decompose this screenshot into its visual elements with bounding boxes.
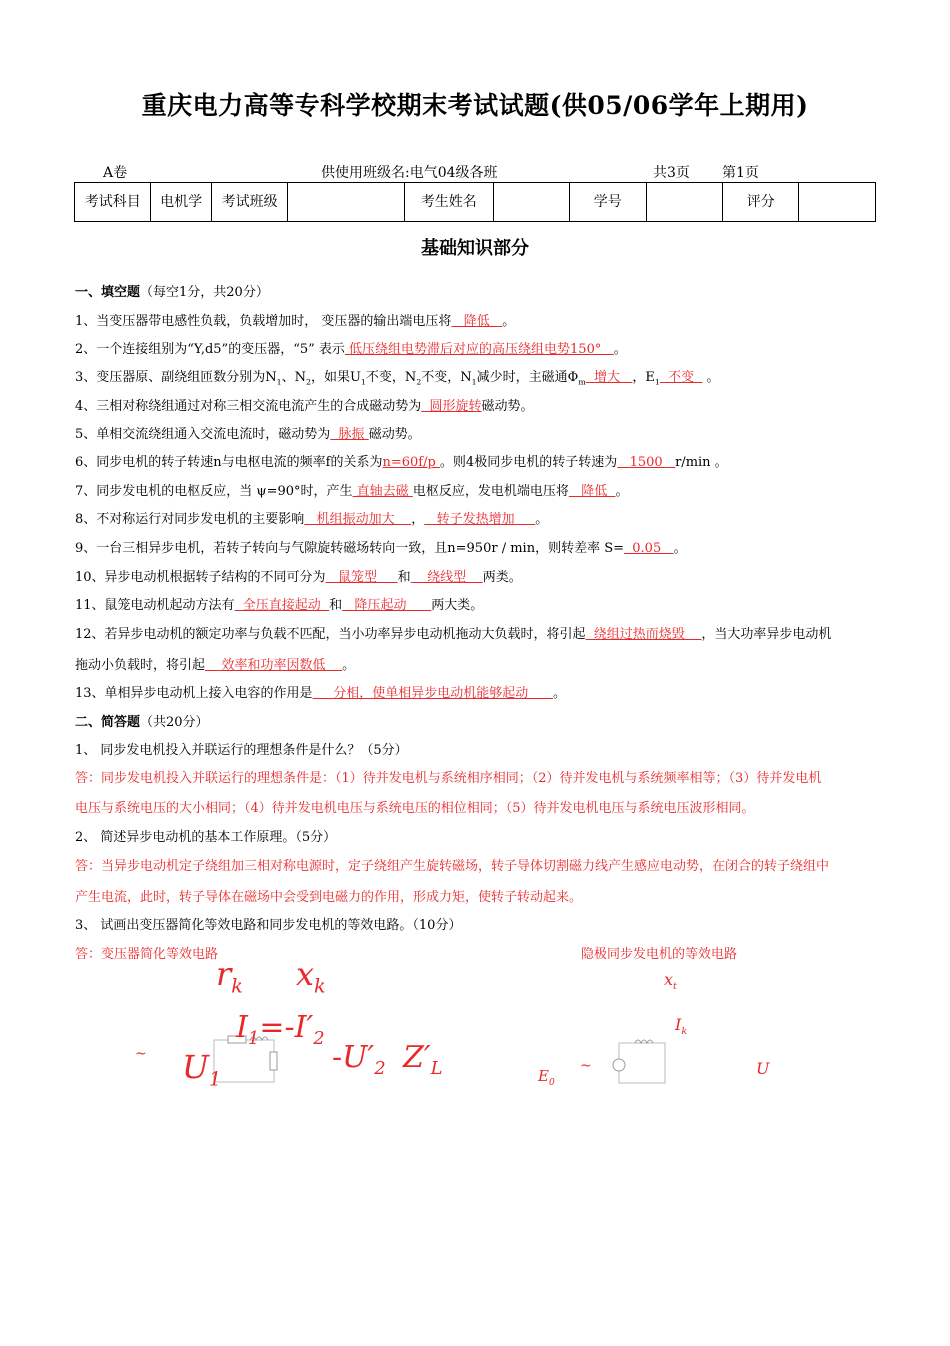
- u1-symbol: [182, 1048, 221, 1090]
- short-question-3: 3、 试画出变压器简化等效电路和同步发电机的等效电路。（10分）: [75, 918, 462, 933]
- q3-sub-1: 1: [276, 377, 282, 387]
- name-field[interactable]: [493, 183, 569, 222]
- q7-end: 。: [615, 484, 629, 499]
- part2-heading-line: [75, 711, 209, 730]
- q7-answer-2: 降低: [568, 484, 616, 499]
- e0-symbol: [538, 1067, 555, 1088]
- q4-end: 磁动势。: [481, 399, 534, 414]
- ac-source-tilde-left: ~: [135, 1046, 147, 1062]
- q3-answer-2: 不变: [659, 370, 703, 385]
- part2-note: （共20分）: [140, 715, 209, 730]
- xk-subscript: k: [314, 974, 326, 998]
- score-label: 评分: [722, 183, 798, 222]
- q3-sub-7: 1: [654, 377, 660, 387]
- q11-text: 11、鼠笼电动机起动方法有: [75, 598, 235, 613]
- generator-circuit-diagram: [605, 1035, 675, 1090]
- xk-letter: x: [296, 955, 315, 993]
- q1-end: 。: [502, 314, 516, 329]
- q8-text: 8、不对称运行对同步发电机的主要影响: [75, 512, 305, 527]
- class-label: 考试班级: [211, 183, 287, 222]
- subject-value: 电机学: [151, 183, 211, 222]
- xt-letter: x: [664, 970, 674, 989]
- u1-subscript: 1: [208, 1067, 222, 1091]
- xt-symbol: [664, 970, 677, 992]
- q4-answer: 圆形旋转: [421, 399, 482, 414]
- ik-subscript: k: [681, 1026, 688, 1038]
- i1-subscript: 1: [247, 1028, 260, 1049]
- part2-heading: 二、简答题: [75, 715, 141, 730]
- q13-text: 13、单相异步电动机上接入电容的作用是: [75, 686, 313, 701]
- current-relation-symbol: [236, 1010, 325, 1049]
- q5-end: 磁动势。: [368, 427, 421, 442]
- q5-answer: 脉振: [330, 427, 369, 442]
- total-pages: 共3页: [653, 165, 690, 181]
- q12-text-c: 拖动小负载时，将引起: [75, 658, 206, 673]
- question-1: [75, 310, 515, 329]
- q12-text: 12、若异步电动机的额定功率与负载不匹配，当小功率异步电动机拖动大负载时，将引起: [75, 627, 586, 642]
- u-terminal-symbol: U: [756, 1059, 770, 1078]
- q12-answer-2: 效率和功率因数低: [205, 658, 343, 673]
- q11-and: 和: [329, 598, 343, 613]
- q6-answer-1: n=60f/p: [382, 455, 440, 470]
- exam-info-table: [74, 182, 876, 222]
- question-12-cont: [75, 654, 355, 673]
- name-label: 考生姓名: [405, 183, 494, 222]
- question-4: [75, 395, 534, 414]
- section-title: 基础知识部分: [421, 238, 529, 259]
- q7-answer-1: 直轴去磁: [352, 484, 413, 499]
- short-answer-1-line-1: 答：同步发电机投入并联运行的理想条件是：（1）待并发电机与系统相序相同；（2）待并发电机与系统频率相等；（3）待并发电机: [75, 771, 822, 786]
- generator-loop: [619, 1043, 665, 1083]
- rk-letter: r: [216, 955, 232, 993]
- q3-text-c: ，如果U: [310, 370, 361, 385]
- q9-text: 9、一台三相异步电机，若转子转向与气隙旋转磁场转向一致，且n=950r / min，则转差率 S=: [75, 541, 624, 556]
- ik-symbol: [675, 1015, 687, 1037]
- q6-text: 6、同步电机的转子转速n与电枢电流的频率f的关系为: [75, 455, 383, 470]
- e0-subscript: 0: [548, 1078, 555, 1088]
- q8-end: 。: [535, 512, 549, 527]
- short-question-1: 1、 同步发电机投入并联运行的理想条件是什么？（5分）: [75, 743, 408, 758]
- score-field[interactable]: [799, 183, 876, 222]
- i1-letter: I: [236, 1010, 248, 1045]
- class-field[interactable]: [288, 183, 405, 222]
- ik-letter: I: [675, 1015, 682, 1034]
- u2-symbol: [332, 1040, 386, 1079]
- short-answer-3-right-caption: 隐极同步发电机的等效电路: [581, 947, 738, 962]
- q12-text-b: ，当大功率异步电动机: [701, 627, 832, 642]
- part1-note: （每空1分，共20分）: [140, 285, 269, 300]
- rk-symbol: [216, 955, 243, 997]
- q10-text: 10、异步电动机根据转子结构的不同可分为: [75, 570, 326, 585]
- q3-sub-2: 2: [306, 377, 311, 387]
- q11-answer-1: 全压直接起动: [234, 598, 330, 613]
- q9-end: 。: [673, 541, 687, 556]
- u2-letter: -U′: [332, 1040, 375, 1075]
- question-6: [75, 451, 728, 470]
- q3-sub-6: m: [578, 377, 586, 387]
- q6-answer-2: 1500: [617, 455, 676, 470]
- xt-subscript: t: [673, 981, 677, 993]
- question-13: [75, 682, 566, 701]
- q3-text-b: 、N: [281, 370, 307, 385]
- q4-text: 4、三相对称绕组通过对称三相交流电流产生的合成磁动势为: [75, 399, 422, 414]
- ac-source-tilde-right: ~: [580, 1058, 592, 1074]
- paper-label: A卷: [103, 165, 128, 181]
- q7-text: 7、同步发电机的电枢反应，当 ψ=90°时，产生: [75, 484, 353, 499]
- q11-end: 两大类。: [431, 598, 484, 613]
- exam-title: 重庆电力高等专科学校期末考试试题(供05/06学年上期用): [141, 91, 809, 120]
- question-9: [75, 537, 687, 556]
- short-answer-3-left-caption: 答：变压器简化等效电路: [75, 947, 219, 962]
- u1-letter: U: [182, 1048, 209, 1086]
- zl-subscript: L: [430, 1058, 443, 1079]
- q2-text: 2、一个连接组别为“Y,d5”的变压器，“5” 表示: [75, 342, 345, 357]
- q3-end: 。: [702, 370, 720, 385]
- q3-text-a: 3、变压器原、副绕组匝数分别为N: [75, 370, 277, 385]
- i2-letter: I′: [294, 1010, 314, 1045]
- q12-answer-1: 绕组过热而烧毁: [585, 627, 702, 642]
- q12-end: 。: [342, 658, 356, 673]
- q3-text-d: 不变，N: [365, 370, 417, 385]
- q8-answer-1: 机组振动加大: [304, 512, 412, 527]
- q13-end: 。: [553, 686, 567, 701]
- student-id-field[interactable]: [646, 183, 722, 222]
- q3-text-e: 不变，N: [421, 370, 472, 385]
- q2-answer: 低压绕组电势滞后对应的高压绕组电势150°: [344, 342, 614, 357]
- q6-end: r/min 。: [675, 455, 728, 470]
- q10-answer-1: 鼠笼型: [325, 570, 398, 585]
- q3-text-f: 减少时，主磁通Φ: [476, 370, 579, 385]
- classes-label: 供使用班级名:电气04级各班: [321, 165, 498, 181]
- short-question-2: 2、 简述异步电动机的基本工作原理。（5分）: [75, 830, 337, 845]
- q5-text: 5、单相交流绕组通入交流电流时，磁动势为: [75, 427, 331, 442]
- xk-symbol: [296, 955, 326, 997]
- q11-answer-2: 降压起动: [342, 598, 432, 613]
- q3-sub-5: 1: [471, 377, 477, 387]
- e0-letter: E: [538, 1067, 549, 1085]
- question-10: [75, 566, 522, 585]
- short-answer-1-line-2: 电压与系统电压的大小相同；（4）待并发电机电压与系统电压的相位相同；（5）待并发电机电压与系统电压波形相同。: [75, 801, 755, 816]
- question-7: [75, 480, 629, 499]
- q13-answer: 分相，使单相异步电动机能够起动: [312, 686, 554, 701]
- subject-label: 考试科目: [75, 183, 151, 222]
- question-12: [75, 623, 831, 642]
- i2-subscript: 2: [313, 1028, 325, 1049]
- q1-text: 1、当变压器带电感性负载，负载增加时， 变压器的输出端电压将: [75, 314, 452, 329]
- part1-heading: 一、填空题: [75, 285, 141, 300]
- rk-subscript: k: [231, 974, 243, 998]
- question-8: [75, 508, 548, 527]
- q1-answer: 降低: [451, 314, 503, 329]
- q2-end: 。: [613, 342, 627, 357]
- q8-answer-2: 转子发热增加: [424, 512, 536, 527]
- q7-text-b: 电枢反应，发电机端电压将: [412, 484, 569, 499]
- question-11: [75, 594, 483, 613]
- ac-source-circle: [613, 1059, 625, 1071]
- question-5: [75, 423, 421, 442]
- zl-symbol: [403, 1040, 443, 1079]
- q10-answer-2: 绕线型: [410, 570, 483, 585]
- page-number: 第1页: [722, 165, 759, 181]
- student-id-label: 学号: [570, 183, 646, 222]
- q8-comma: ，: [411, 512, 425, 527]
- q3-answer-1: 增大: [585, 370, 633, 385]
- equals-minus: =-: [259, 1010, 295, 1045]
- part1-heading-line: [75, 281, 269, 300]
- load-impedance: [270, 1052, 277, 1070]
- short-answer-2-line-2: 产生电流，此时，转子导体在磁场中会受到电磁力的作用，形成力矩，使转子转动起来。: [75, 890, 583, 905]
- q3-text-g: ，E: [632, 370, 655, 385]
- question-2: [75, 338, 627, 357]
- q6-text-b: 。则4极同步电机的转子转速为: [439, 455, 618, 470]
- q10-and: 和: [397, 570, 411, 585]
- u2-subscript: 2: [374, 1058, 386, 1079]
- q10-end: 两类。: [482, 570, 522, 585]
- question-3: [75, 366, 720, 387]
- q3-sub-4: 2: [416, 377, 422, 387]
- zl-letter: Z′: [403, 1040, 431, 1075]
- q9-answer: 0.05: [624, 541, 674, 556]
- short-answer-2-line-1: 答：当异步电动机定子绕组加三相对称电源时，定子绕组产生旋转磁场，转子导体切割磁力线产生感应电动势，在闭合的转子绕组中: [75, 859, 830, 874]
- q3-sub-3: 1: [360, 377, 366, 387]
